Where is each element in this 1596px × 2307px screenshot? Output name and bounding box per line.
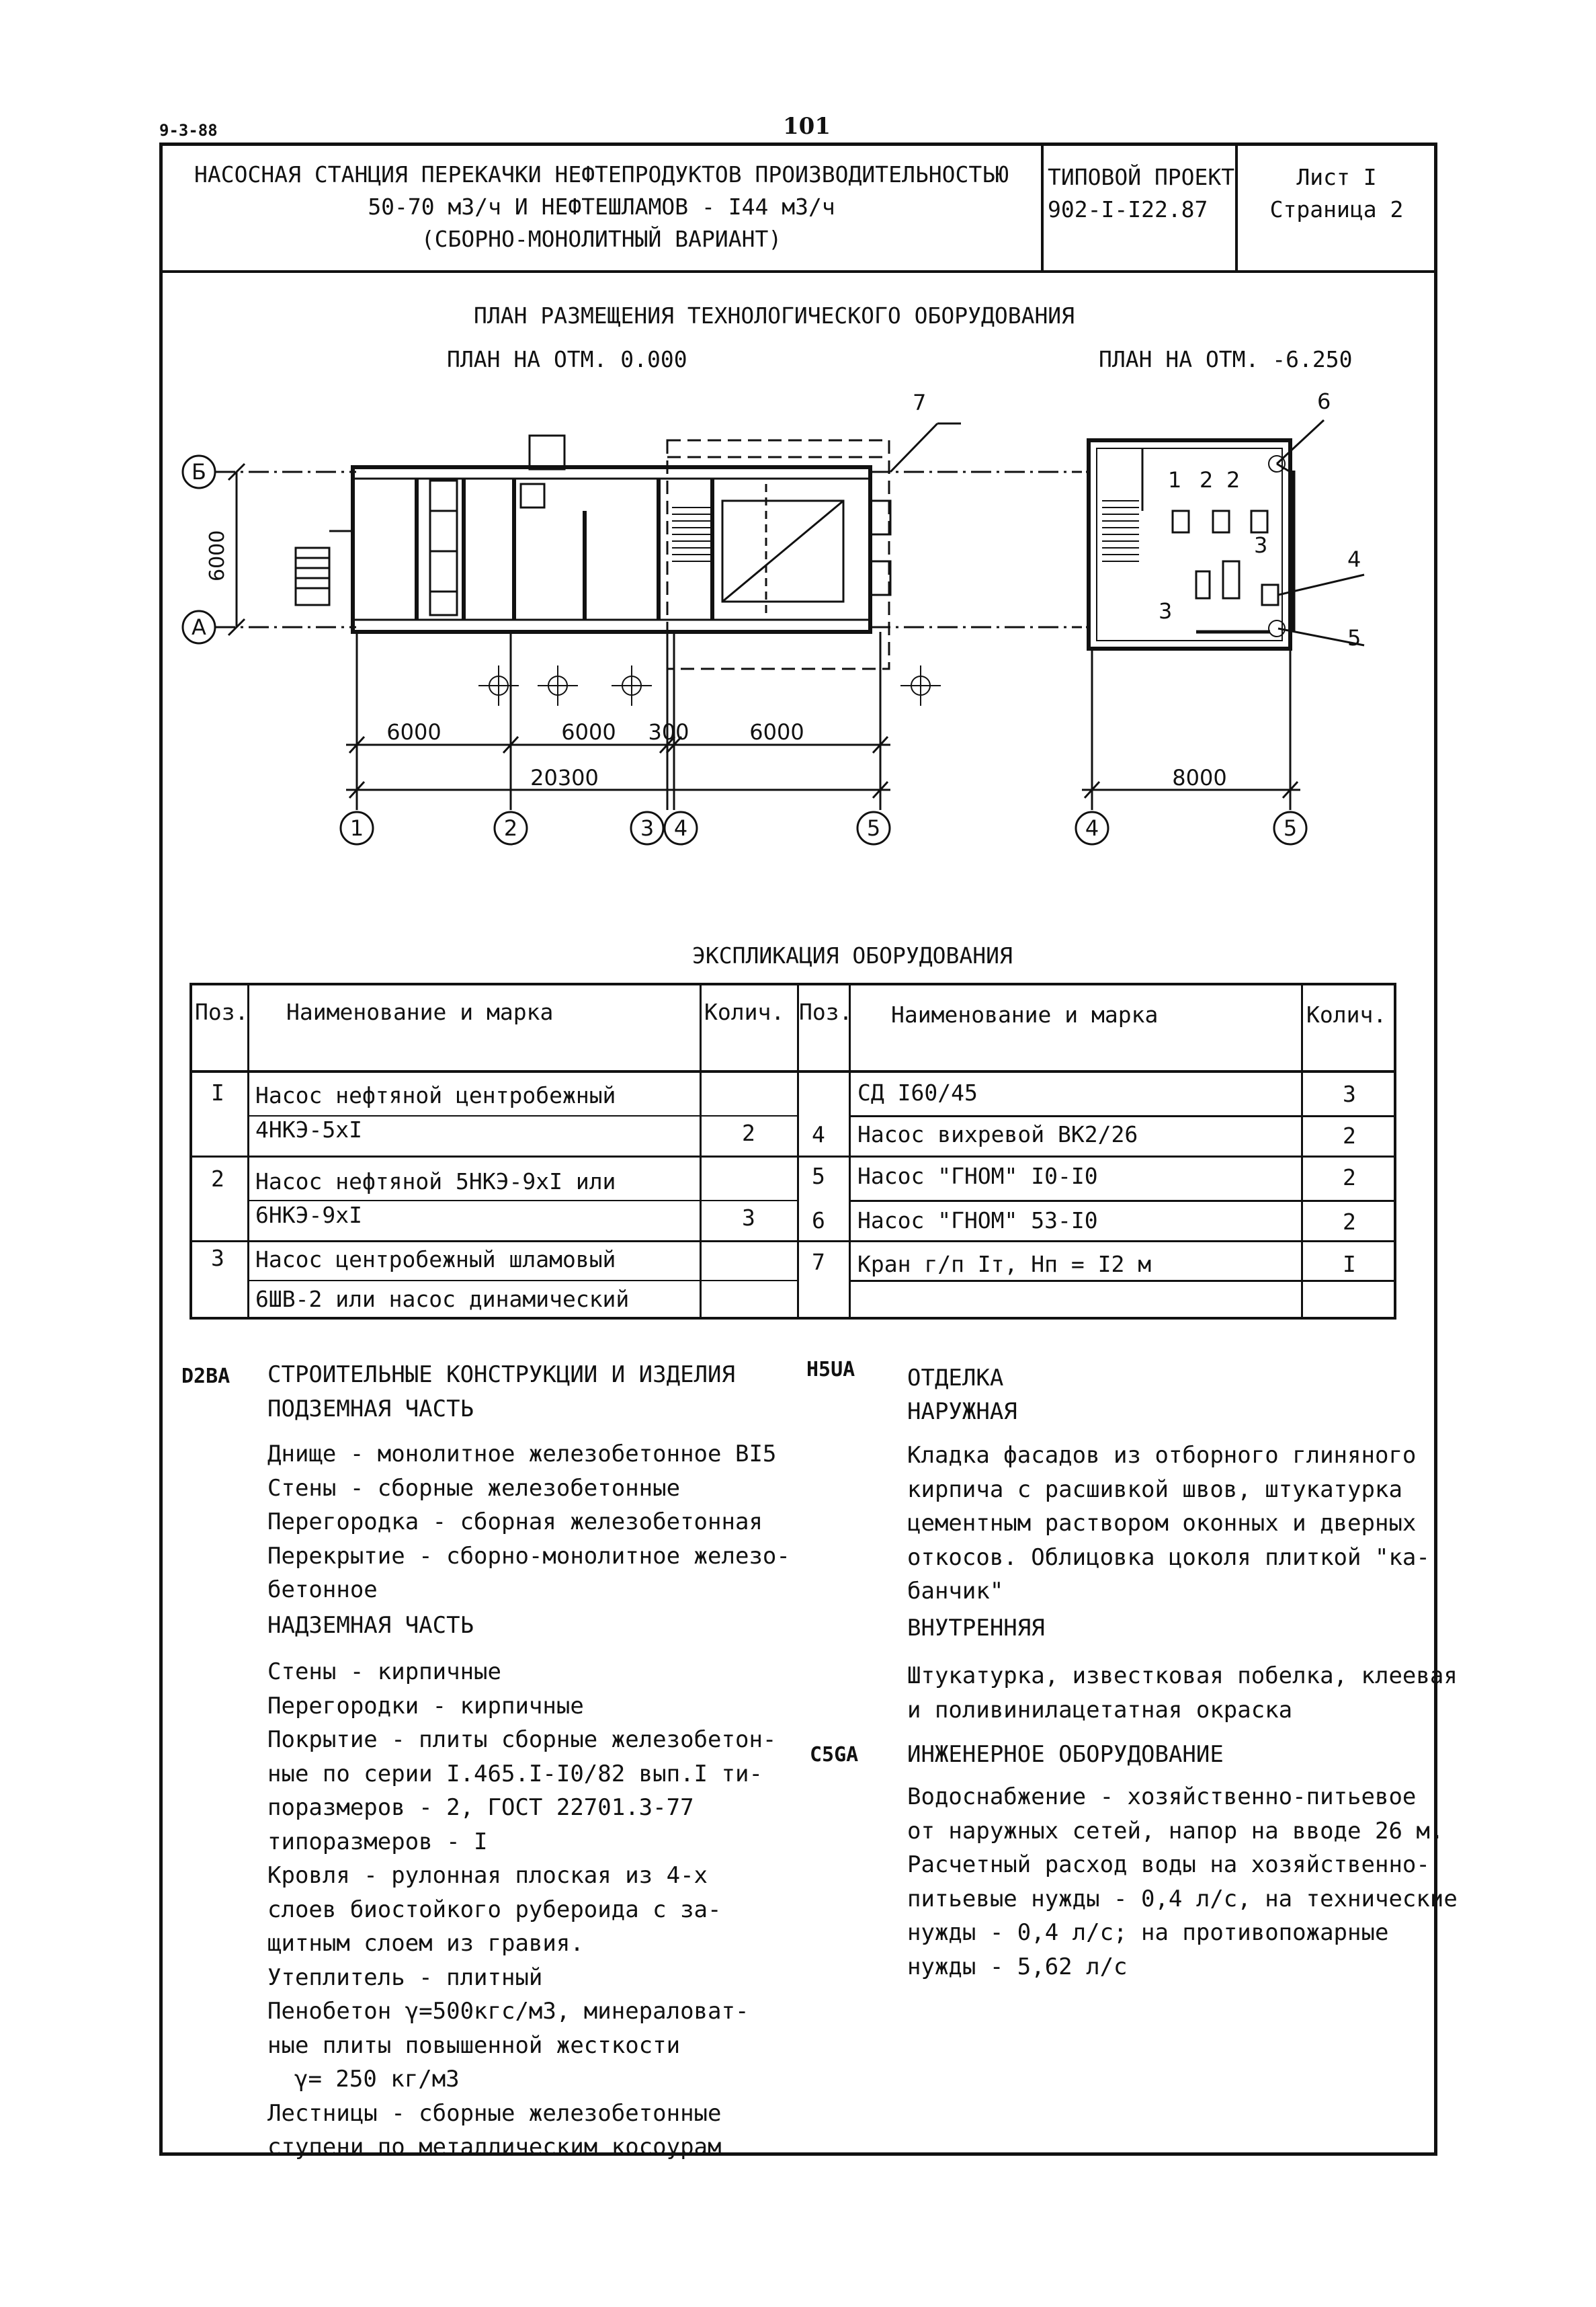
text-line: Пенобетон γ=500кгс/м3, минераловат- [267,1998,749,2025]
col-header-pos: Поз. [799,999,853,1025]
callout-number: 2 [1200,467,1214,493]
outer-heading: НАРУЖНАЯ [907,1398,1017,1425]
axis-number: 1 [349,815,364,841]
sheet-number: Лист I [1296,164,1377,190]
row-name: 6НКЭ-9хI [255,1202,362,1228]
col-header-qty: Колич. [704,999,785,1025]
row-name: Насос "ГНОМ" I0-I0 [857,1163,1098,1189]
dim-bottom: 6000 [561,719,616,745]
row-name: СД I60/45 [857,1080,978,1106]
dim-bottom: 6000 [386,719,442,745]
callout-number: 7 [913,390,927,415]
text-line: Стены - кирпичные [267,1658,501,1685]
callout-number: 6 [1317,389,1331,414]
text-line: Лестницы - сборные железобетонные [267,2099,722,2127]
row-name: Насос "ГНОМ" 53-I0 [857,1207,1098,1233]
text-line: питьевые нужды - 0,4 л/с, на технические [907,1885,1458,1912]
col-header-name: Наименование и марка [891,1002,1159,1028]
underground-text [267,1437,790,1607]
axis-number: 4 [1085,815,1099,841]
text-line: Перегородка - сборная железобетонная [267,1508,763,1535]
col-header-name: Наименование и марка [286,999,554,1025]
project-number: 902-I-I22.87 [1048,196,1208,222]
col-header-qty: Колич. [1306,1002,1387,1028]
text-line: поразмеров - 2, ГОСТ 22701.3-77 [267,1794,694,1821]
text-line: ступени по металлическим косоурам [267,2134,722,2160]
text-line: Днище - монолитное железобетонное ВI5 [267,1441,777,1467]
engineering-code: С5GA [810,1743,859,1767]
callout-number: 2 [1226,467,1241,493]
header-title-line: 50-70 м3/ч И НЕФТЕШЛАМОВ - I44 м3/ч [368,194,835,220]
axis-number: 5 [866,815,881,841]
text-line: и поливинилацетатная окраска [907,1696,1293,1724]
text-line: слоев биостойкого рубероида с за- [267,1896,722,1923]
engineering-heading: ИНЖЕНЕРНОЕ ОБОРУДОВАНИЕ [907,1741,1224,1768]
row-name: 6ШВ-2 или насос динамический [255,1286,630,1312]
dim-bottom: 300 [648,719,689,745]
row-name: Насос центробежный шламовый [255,1246,616,1272]
axis-letter: А [192,614,206,640]
dim-bottom: 6000 [749,719,804,745]
callout-number: 4 [1347,547,1361,572]
text-line: Перегородки - кирпичные [267,1692,584,1719]
section-code: D2BA [181,1365,230,1388]
inner-finish-text [907,1659,1458,1727]
equipment-table [190,983,1396,1320]
heading-line: СТРОИТЕЛЬНЫЕ КОНСТРУКЦИИ И ИЗДЕЛИЯ [267,1361,735,1388]
drawing-title: ПЛАН РАЗМЕЩЕНИЯ ТЕХНОЛОГИЧЕСКОГО ОБОРУДОВАНИЯ [474,302,1075,329]
heading-line: ПОДЗЕМНАЯ ЧАСТЬ [267,1395,474,1422]
axis-letter: Б [192,459,206,485]
text-line: Водоснабжение - хозяйственно-питьевое [907,1783,1417,1810]
row-qty: 2 [742,1120,755,1146]
text-line: Штукатурка, известковая побелка, клеевая [907,1662,1458,1689]
text-line: от наружных сетей, напор на вводе 26 м. [907,1817,1444,1845]
text-line: цементным раствором оконных и дверных [907,1510,1417,1537]
row-pos: 2 [211,1166,224,1192]
left-plan-title: ПЛАН НА ОТМ. 0.000 [447,346,687,372]
row-pos: I [211,1080,224,1106]
row-qty: I [1343,1251,1356,1277]
text-line: ные по серии I.465.I-I0/82 вып.I ти- [267,1760,763,1787]
row-name: Насос вихревой ВК2/26 [857,1121,1138,1147]
text-line: бетонное [267,1576,378,1603]
text-line: Расчетный расход воды на хозяйственно- [907,1851,1430,1878]
callout-number: 5 [1347,625,1361,651]
text-line: Кладка фасадов из отборного глиняного [907,1442,1417,1469]
row-qty: 3 [742,1205,755,1231]
text-line: банчик" [907,1578,1004,1605]
text-line: Утеплитель - плитный [267,1964,543,1991]
axis-number: 2 [503,815,518,841]
dim-right: 8000 [1172,765,1227,791]
text-line: γ= 250 кг/м3 [294,2066,460,2093]
row-pos: 3 [211,1245,224,1271]
row-pos: 7 [812,1249,825,1275]
text-line: Перекрытие - сборно-монолитное железо- [267,1542,790,1570]
dim-total: 20300 [530,765,599,791]
text-line: Кровля - рулонная плоская из 4-х [267,1862,708,1889]
text-line: Стены - сборные железобетонные [267,1474,681,1502]
header-title-line: (СБОРНО-МОНОЛИТНЫЙ ВАРИАНТ) [421,226,782,252]
above-ground-text [267,1655,776,2164]
document-code: 9-3-88 [159,121,218,140]
equipment-title: ЭКСПЛИКАЦИЯ ОБОРУДОВАНИЯ [692,942,1013,969]
row-name: Насос нефтяной центробежный [255,1082,616,1108]
project-label: ТИПОВОЙ ПРОЕКТ [1048,164,1235,190]
row-qty: 2 [1343,1209,1356,1235]
row-name: Кран г/п Iт, Нп = I2 м [857,1251,1152,1277]
inner-heading: ВНУТРЕННЯЯ [907,1615,1045,1642]
row-pos: 5 [812,1163,825,1189]
page-number: 101 [783,113,831,140]
axis-number: 3 [640,815,655,841]
construction-heading [267,1358,735,1426]
text-line: нужды - 5,62 л/с [907,1953,1128,1980]
sheet-page: Страница 2 [1269,196,1404,222]
callout-number: 3 [1254,532,1268,558]
axis-number: 5 [1283,815,1298,841]
dim-height: 6000 [206,530,229,581]
text-line: Покрытие - плиты сборные железобетон- [267,1726,777,1753]
row-qty: 2 [1343,1164,1356,1190]
outer-finish-text [907,1439,1430,1609]
right-plan-title: ПЛАН НА ОТМ. -6.250 [1099,346,1353,372]
callout-number: 3 [1159,598,1173,624]
finish-code: Н5UА [806,1358,855,1381]
col-header-pos: Поз. [195,999,249,1025]
row-name: 4НКЭ-5хI [255,1117,362,1143]
row-pos: 4 [812,1121,825,1147]
text-line: типоразмеров - I [267,1828,488,1855]
axis-number: 4 [673,815,688,841]
text-line: щитным слоем из гравия. [267,1930,584,1957]
row-pos: 6 [812,1207,825,1233]
text-line: кирпича с расшивкой швов, штукатурка [907,1475,1402,1503]
text-line: ные плиты повышенной жесткости [267,2031,681,2059]
header-title-line: НАСОСНАЯ СТАНЦИЯ ПЕРЕКАЧКИ НЕФТЕПРОДУКТОВ ПРОИЗВОДИТЕЛЬНОСТЬЮ [194,161,1009,188]
text-line: откосов. Облицовка цоколя плиткой "ка- [907,1543,1430,1571]
row-name: Насос нефтяной 5НКЭ-9хI или [255,1168,616,1195]
above-ground-heading: НАДЗЕМНАЯ ЧАСТЬ [267,1612,474,1639]
row-qty: 3 [1343,1081,1356,1107]
engineering-text [907,1780,1458,1984]
callout-number: 1 [1168,467,1182,493]
floor-plans [0,0,1596,874]
row-qty: 2 [1343,1123,1356,1149]
text-line: нужды - 0,4 л/с; на противопожарные [907,1919,1389,1946]
finish-heading: ОТДЕЛКА [907,1365,1004,1391]
